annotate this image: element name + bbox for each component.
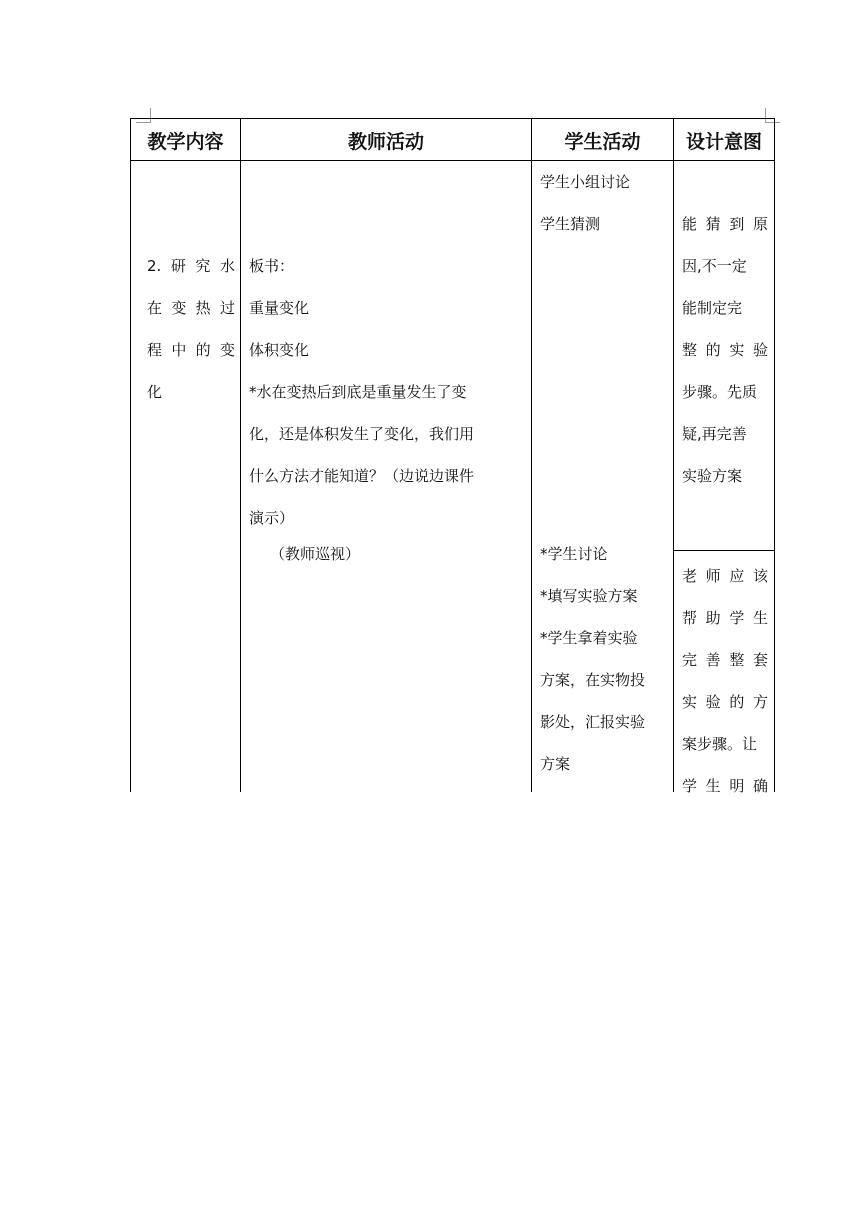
- student-line: *学生讨论: [540, 545, 608, 563]
- header-design-intent: 设计意图: [685, 130, 762, 153]
- column-border: [130, 118, 131, 792]
- student-line: *填写实验方案: [540, 587, 638, 605]
- teacher-line: *水在变热后到底是重量发生了变: [249, 383, 467, 401]
- design-line: 疑,再完善: [682, 425, 747, 443]
- header-student-activity: 学生活动: [564, 130, 641, 153]
- design-line: 能猜到原: [682, 215, 768, 233]
- table-border-top: [130, 118, 775, 119]
- student-line: 影处，汇报实验: [540, 713, 646, 731]
- content-line: 在变热过: [147, 299, 235, 317]
- design-line: 案步骤。让: [682, 735, 758, 753]
- teacher-line: 板书：: [249, 257, 295, 275]
- design-line: 老师应该: [682, 567, 768, 585]
- content-line: 2.研究水: [147, 257, 235, 275]
- teacher-line: 什么方法才能知道？（边说边课件: [249, 467, 475, 485]
- header-teacher-activity: 教师活动: [347, 130, 424, 153]
- design-line: 完善整套: [682, 651, 768, 669]
- column-border: [531, 118, 532, 792]
- header-teaching-content: 教学内容: [147, 130, 224, 153]
- column-border: [774, 118, 775, 792]
- teacher-line: 化，还是体积发生了变化，我们用: [249, 425, 475, 443]
- teacher-line: 演示）: [249, 509, 295, 527]
- teacher-line: （教师巡视）: [270, 545, 361, 563]
- student-line: 方案，在实物投: [540, 671, 646, 689]
- design-line: 实验的方: [682, 693, 768, 711]
- column-border: [673, 118, 674, 792]
- design-line: 帮助学生: [682, 609, 768, 627]
- design-line: 实验方案: [682, 467, 743, 485]
- content-line: 化: [147, 383, 163, 401]
- teacher-line: 体积变化: [249, 341, 310, 359]
- design-line: 学生明确: [682, 777, 768, 795]
- student-line: *学生拿着实验: [540, 629, 638, 647]
- student-line: 学生猜测: [540, 215, 601, 233]
- student-line: 学生小组讨论: [540, 173, 631, 191]
- design-line: 能制定完: [682, 299, 743, 317]
- teacher-line: 重量变化: [249, 299, 310, 317]
- column-border: [240, 118, 241, 792]
- design-line: 整的实验: [682, 341, 768, 359]
- student-line: 方案: [540, 755, 571, 773]
- design-line: 步骤。先质: [682, 383, 758, 401]
- header-divider: [130, 160, 775, 161]
- design-cell-divider: [673, 550, 775, 551]
- design-line: 因,不一定: [682, 257, 747, 275]
- content-line: 程中的变: [147, 341, 235, 359]
